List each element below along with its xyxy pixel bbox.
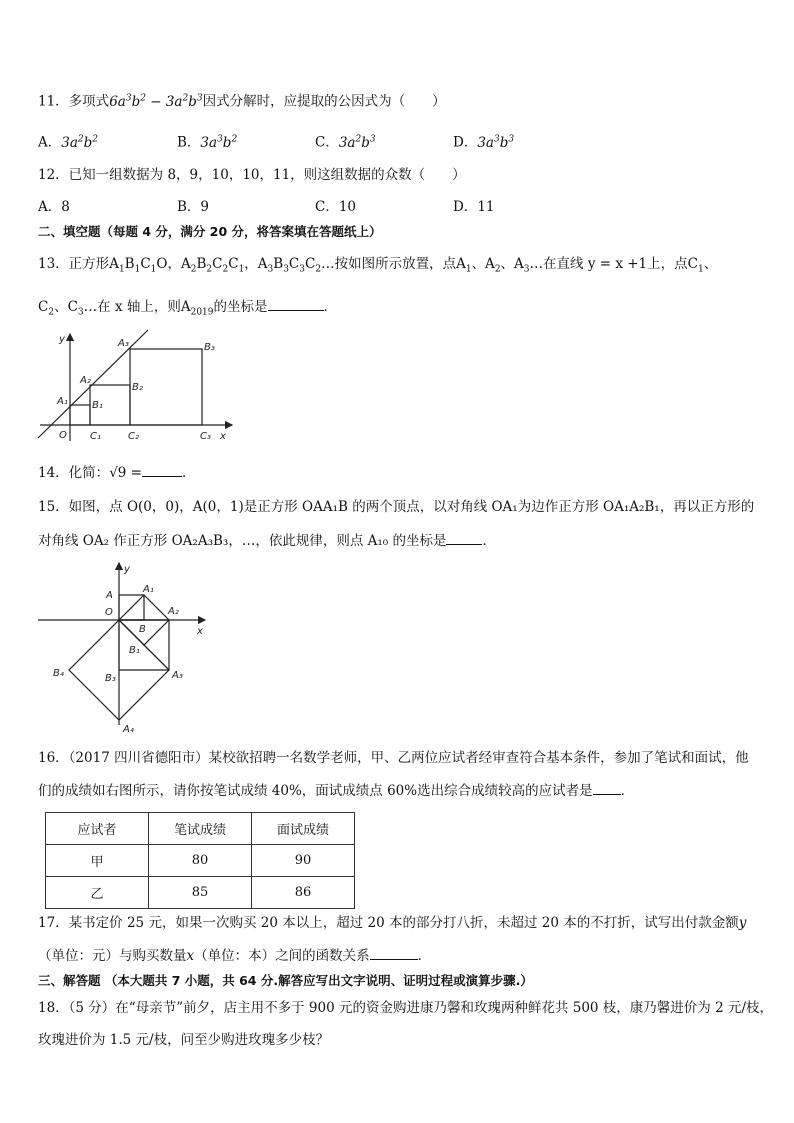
q11-option-c-label: C． bbox=[315, 134, 339, 151]
q13-a2019: $A_{2019}$ bbox=[180, 299, 214, 318]
table-cell: 80 bbox=[149, 845, 252, 877]
q18-line-2: 玫瑰进价为 1.5 元/枝，问至少购进玫瑰多少枝？ bbox=[38, 1032, 330, 1048]
q15-label-y: y bbox=[124, 564, 130, 575]
q11-polynomial: $6a^3b^2 - 3a^2b^3$ bbox=[109, 93, 203, 110]
q15-line-2 bbox=[38, 530, 496, 551]
q13-label-x: x bbox=[220, 431, 226, 442]
q16-answer-blank[interactable] bbox=[593, 780, 621, 795]
q17-line1-text: 17．某书定价 25 元，如果一次购买 20 本以上，超过 20 本的部分打八折，未超过 20 本的不打折，试写出付款金额 bbox=[38, 915, 739, 931]
q13-point-c1: $C_1$、 bbox=[687, 256, 718, 275]
q13-line2-a: 在 x 轴上，则 bbox=[97, 299, 181, 315]
q11-option-b-label: B． bbox=[177, 134, 201, 151]
q13-end: ． bbox=[323, 299, 338, 315]
q17-line-2 bbox=[38, 945, 431, 966]
q15-answer-blank[interactable] bbox=[446, 530, 482, 545]
table-cell: 90 bbox=[252, 845, 355, 877]
q13-label-y: y bbox=[59, 334, 65, 345]
q15-label-a3: A₃ bbox=[172, 670, 183, 681]
q16-line-2 bbox=[38, 780, 634, 801]
q11-stem-prefix: 11．多项式 bbox=[38, 93, 110, 110]
q13-figure bbox=[30, 328, 240, 448]
q15-figure bbox=[35, 560, 215, 738]
q13-label-a2: A₂ bbox=[80, 375, 91, 386]
q15-line-1: 15．如图，点 O(0，0)，A(0，1)是正方形 OAA₁B 的两个顶点，以对角线 OA₁为边作正方形 OA₁A₂B₁，再以正方形的 bbox=[38, 499, 755, 515]
q13-answer-blank[interactable] bbox=[268, 296, 324, 311]
q18-line-1: 18．（5 分）在“母亲节”前夕，店主用不多于 900 元的资金购进康乃馨和玫瑰两种鲜花共 500 枝，康乃馨进价为 2 元/枝， bbox=[38, 1000, 774, 1016]
q12-stem: 12．已知一组数据为 8，9，10，10，11，则这组数据的众数（ ） bbox=[38, 167, 466, 183]
q13-mid: 按如图所示放置，点 bbox=[334, 256, 457, 272]
q15-label-o: O bbox=[105, 607, 113, 618]
q17-var-y: y bbox=[738, 915, 747, 931]
q11-stem bbox=[38, 88, 446, 112]
table-cell: 85 bbox=[149, 877, 252, 909]
q13-on: 在直线 bbox=[543, 256, 584, 272]
q15-label-b3: B₃ bbox=[105, 673, 116, 684]
q13-label-c2: C₂ bbox=[128, 431, 139, 442]
q13-label-c1: C₁ bbox=[90, 431, 101, 442]
q17-line-1 bbox=[38, 913, 746, 933]
q13-label-b1: B₁ bbox=[92, 400, 103, 411]
table-row bbox=[46, 845, 355, 877]
q17-line2-a: （单位：元）与购买数量 bbox=[38, 948, 187, 964]
q17-end: ． bbox=[417, 948, 432, 964]
q12-option-d[interactable]: D．11 bbox=[453, 199, 495, 215]
table-header-cell: 笔试成绩 bbox=[149, 813, 252, 845]
q17-line2-b: （单位：本）之间的函数关系 bbox=[194, 948, 370, 964]
table-header-row bbox=[46, 813, 355, 845]
q12-option-a[interactable]: A．8 bbox=[38, 199, 70, 215]
q14-prefix: 14．化简： bbox=[38, 465, 110, 481]
q14-stem bbox=[38, 462, 195, 483]
q11-option-b[interactable]: B．$3a^3b^2$ bbox=[177, 134, 238, 151]
q13-square-1 bbox=[70, 405, 90, 425]
q13-label-a1: A₁ bbox=[57, 396, 68, 407]
q15-label-a4: A₄ bbox=[123, 724, 134, 735]
table-cell: 甲 bbox=[46, 845, 149, 877]
q13-label-b2: B₂ bbox=[132, 382, 143, 393]
q15-label-b4: B₄ bbox=[53, 668, 64, 679]
q13-points-c: $C_2$、$C_3\dots$ bbox=[38, 299, 98, 318]
q15-label-a2: A₂ bbox=[168, 606, 179, 617]
q15-label-a: A bbox=[106, 590, 113, 601]
q15-end: ． bbox=[482, 533, 496, 549]
q15-label-a1: A₁ bbox=[143, 584, 154, 595]
q16-score-table bbox=[45, 812, 355, 909]
q13-label-b3: B₃ bbox=[204, 342, 215, 353]
table-row bbox=[46, 877, 355, 909]
section-3-title: 三、解答题 （本大题共 7 小题，共 64 分.解答应写出文字说明、证明过程或演算步骤.） bbox=[38, 973, 533, 988]
q15-label-b: B bbox=[139, 624, 146, 635]
q13-squares: $A_1B_1C_1O$，$A_2B_2C_2C_1$，$A_3B_3C_3C_2\dots$ bbox=[109, 256, 335, 275]
q13-on-end: 上，点 bbox=[647, 256, 688, 272]
table-header-cell: 应试者 bbox=[46, 813, 149, 845]
table-cell: 86 bbox=[252, 877, 355, 909]
q11-option-a[interactable]: A．$3a^2b^2$ bbox=[38, 134, 99, 151]
q11-option-d[interactable]: D．$3a^3b^3$ bbox=[453, 134, 515, 151]
q11-stem-suffix: 因式分解时，应提取的公因式为（ ） bbox=[202, 93, 446, 110]
q16-line2-prefix: 们的成绩如右图所示，请你按笔试成绩 40%，面试成绩点 60%选出综合成绩较高的应试者是 bbox=[38, 783, 593, 799]
q14-end: ． bbox=[181, 465, 196, 481]
q13-label-o: O bbox=[59, 430, 67, 441]
q17-var-x: x bbox=[186, 948, 195, 964]
q13-line2-b: 的坐标是 bbox=[213, 299, 268, 315]
q13-prefix: 13．正方形 bbox=[38, 256, 110, 272]
q13-label-c3: C₃ bbox=[200, 431, 211, 442]
q13-label-a3: A₃ bbox=[118, 338, 129, 349]
table-cell: 乙 bbox=[46, 877, 149, 909]
q14-answer-blank[interactable] bbox=[142, 462, 182, 477]
q13-line-equation: y = x +1 bbox=[583, 256, 648, 272]
q14-expression: √9 = bbox=[109, 465, 142, 481]
q11-option-d-label: D． bbox=[453, 134, 478, 151]
section-2-title: 二、填空题（每题 4 分，满分 20 分，将答案填在答题纸上） bbox=[38, 224, 382, 239]
q16-line-1: 16．（2017 四川省德阳市）某校欲招聘一名数学老师，甲、乙两位应试者经审查符合基本条件，参加了笔试和面试，他 bbox=[38, 750, 749, 766]
q11-option-a-label: A． bbox=[38, 134, 62, 151]
q17-answer-blank[interactable] bbox=[370, 945, 418, 960]
q13-points-a: $A_1$、$A_2$、$A_3\dots$ bbox=[456, 256, 544, 275]
q16-end: ． bbox=[620, 783, 635, 799]
q15-label-b1: B₁ bbox=[129, 645, 140, 656]
q11-option-c[interactable]: C．$3a^2b^3$ bbox=[315, 134, 376, 151]
q13-line-1 bbox=[38, 254, 717, 280]
q15-line2-prefix: 对角线 OA₂ 作正方形 OA₂A₃B₃，…，依此规律，则点 A₁₀ 的坐标是 bbox=[38, 533, 447, 549]
q15-label-x: x bbox=[197, 626, 203, 637]
q12-option-c[interactable]: C．10 bbox=[315, 199, 357, 215]
table-header-cell: 面试成绩 bbox=[252, 813, 355, 845]
q13-line-2 bbox=[38, 296, 337, 323]
q12-option-b[interactable]: B．9 bbox=[177, 199, 210, 215]
